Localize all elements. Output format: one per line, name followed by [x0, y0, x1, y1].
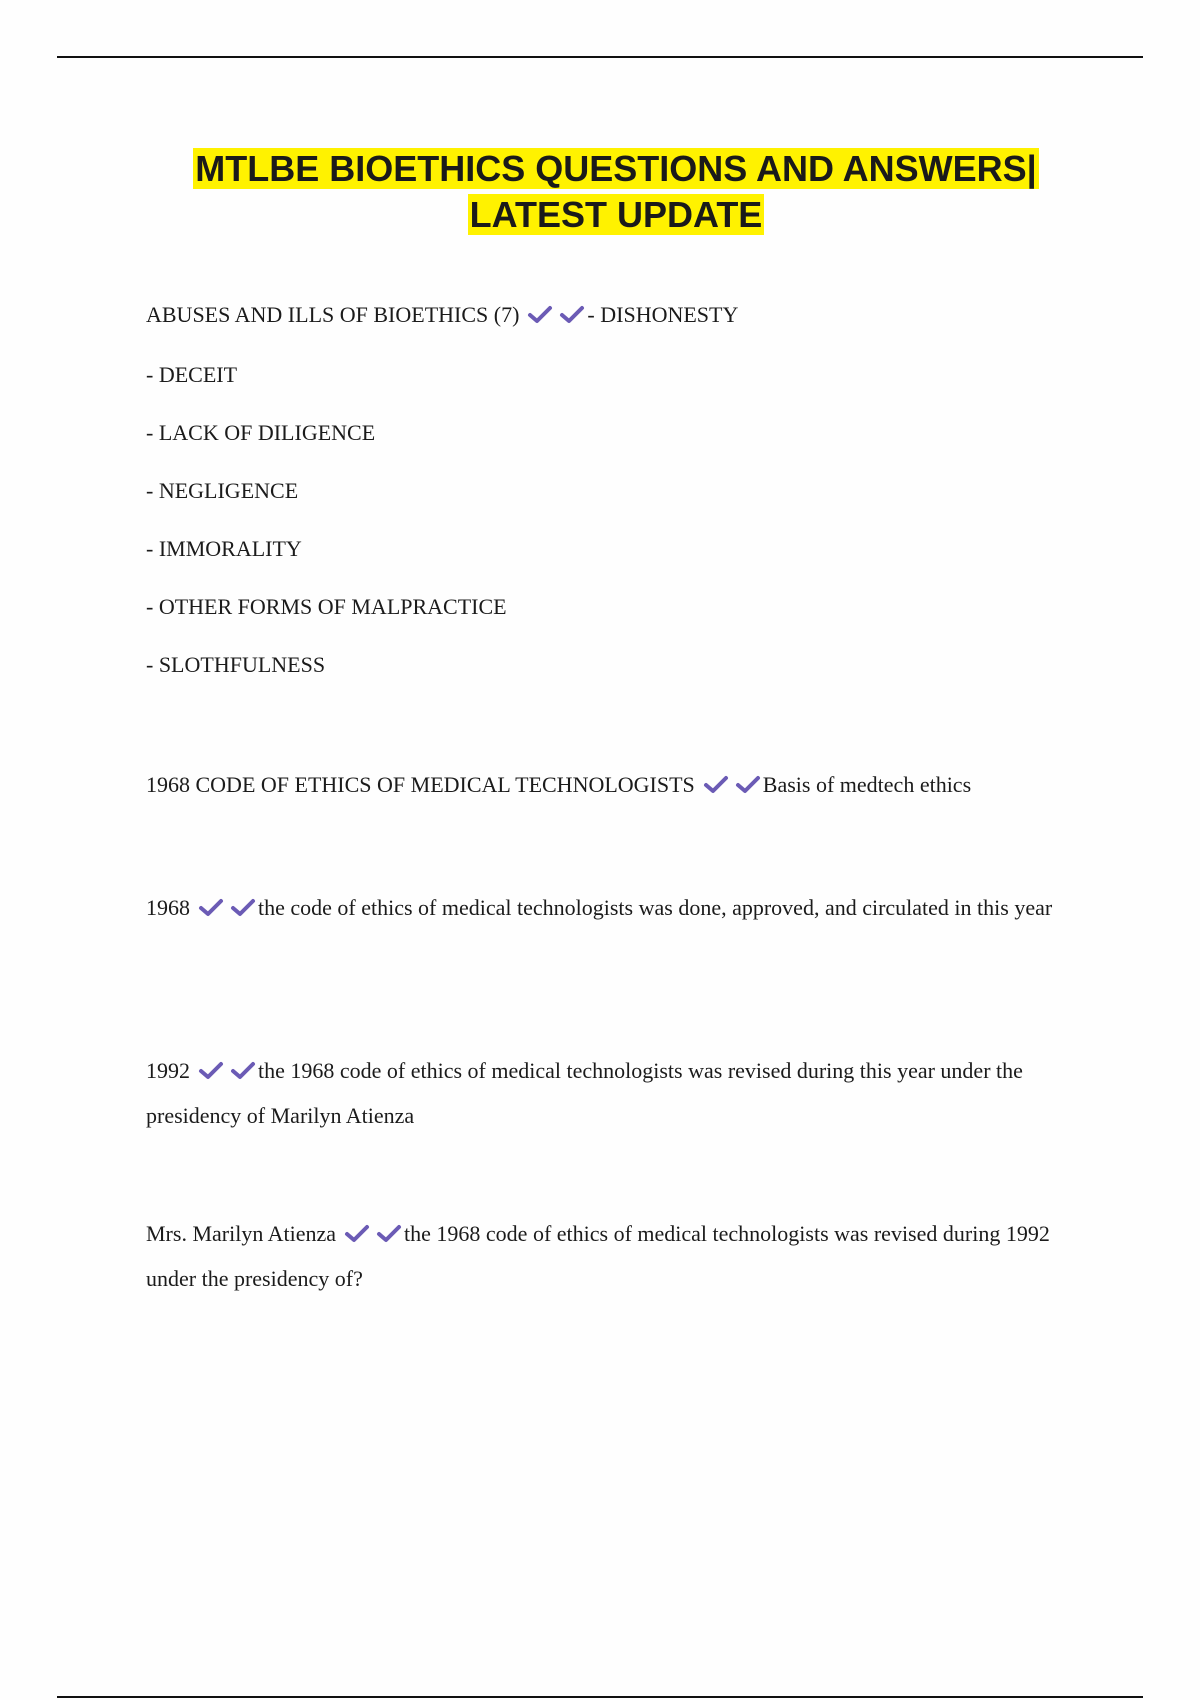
- top-rule: [57, 56, 1143, 58]
- entry-marilyn-atienza: [146, 1211, 1091, 1301]
- entry-1992: [146, 1048, 1091, 1138]
- entry-abuses: [146, 292, 1091, 337]
- checkmark-icon: [230, 1061, 256, 1081]
- checkmark-icon: [230, 898, 256, 918]
- double-check: [198, 885, 256, 930]
- checkmark-icon: [527, 305, 553, 325]
- checkmark-icon: [735, 775, 761, 795]
- checkmark-icon: [198, 898, 224, 918]
- document-title: [60, 146, 1172, 238]
- entry-answer: the code of ethics of medical technologists was done, approved, and circulated in this year: [258, 895, 1053, 920]
- checkmark-icon: [376, 1224, 402, 1244]
- double-check: [344, 1211, 402, 1256]
- answer-line: - SLOTHFULNESS: [146, 652, 326, 677]
- entry-term: ABUSES AND ILLS OF BIOETHICS (7): [146, 302, 520, 327]
- entry-answer: the 1968 code of ethics of medical technologists was revised during this year under the presidency of Marilyn Atienza: [146, 1058, 1023, 1128]
- answer-line: - OTHER FORMS OF MALPRACTICE: [146, 594, 507, 619]
- entry-term: 1968 CODE OF ETHICS OF MEDICAL TECHNOLOGISTS: [146, 772, 695, 797]
- checkmark-icon: [703, 775, 729, 795]
- bottom-rule: [57, 1696, 1143, 1698]
- answer-line: - NEGLIGENCE: [146, 478, 299, 503]
- checkmark-icon: [559, 305, 585, 325]
- entry-answer: - DISHONESTY: [587, 302, 739, 327]
- entry-code-of-ethics: [146, 762, 1091, 807]
- answer-line: - DECEIT: [146, 362, 238, 387]
- answer-line: - LACK OF DILIGENCE: [146, 420, 376, 445]
- checkmark-icon: [198, 1061, 224, 1081]
- double-check: [198, 1048, 256, 1093]
- entry-1968: [146, 885, 1091, 930]
- entry-answer: Basis of medtech ethics: [762, 772, 972, 797]
- double-check: [703, 762, 761, 807]
- entry-term: Mrs. Marilyn Atienza: [146, 1221, 337, 1246]
- entry-answer: the 1968 code of ethics of medical technologists was revised during 1992 under the presidency of?: [146, 1221, 1050, 1291]
- title-line-1: MTLBE BIOETHICS QUESTIONS AND ANSWERS|: [195, 148, 1037, 189]
- entry-term: 1992: [146, 1058, 190, 1083]
- title-line-2: LATEST UPDATE: [469, 194, 763, 235]
- double-check: [527, 292, 585, 337]
- entry-term: 1968: [146, 895, 190, 920]
- answer-line: - IMMORALITY: [146, 536, 302, 561]
- checkmark-icon: [344, 1224, 370, 1244]
